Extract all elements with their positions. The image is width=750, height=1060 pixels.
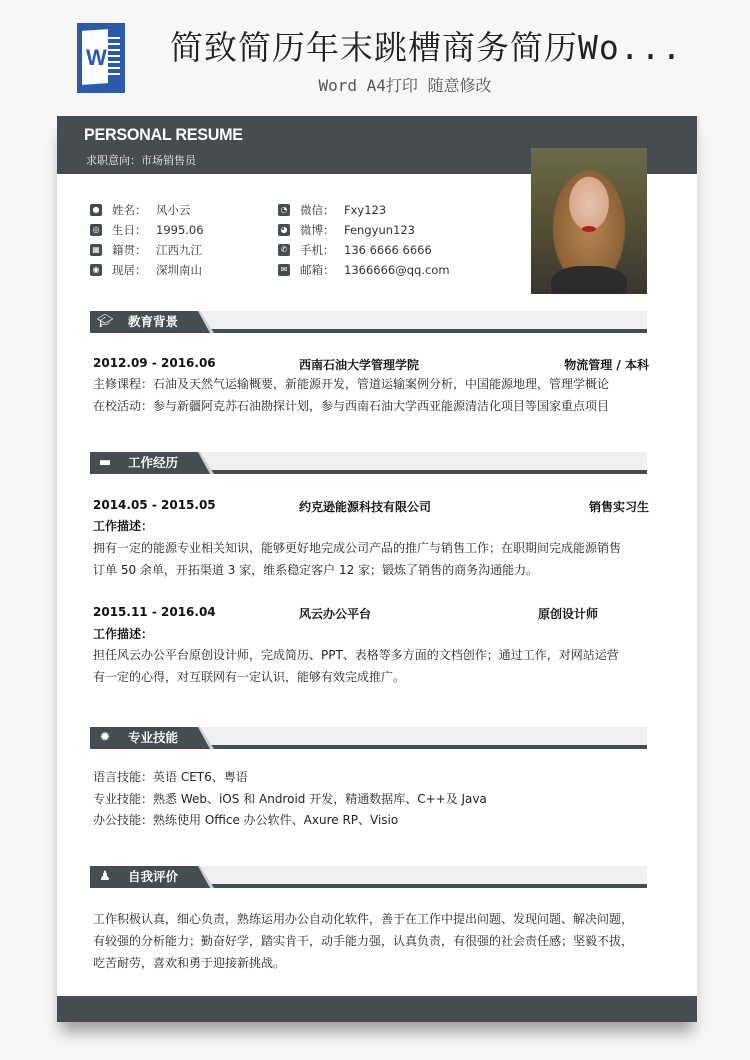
job-position: 销售实习生 [588,500,649,514]
job-row [93,605,649,623]
page-edge [697,116,700,1022]
location-icon: ◉ [90,264,102,276]
birthday-icon: ◎ [90,224,102,236]
resume-footer-bar [57,996,697,1022]
info-location: ◉ 现居： 深圳南山 [90,260,204,280]
mail-icon: ✉ [278,264,290,276]
wechat-icon: ◔ [278,204,290,216]
job-row [93,498,649,516]
portrait-photo [531,148,647,294]
person-icon: ● [90,204,102,216]
document-subtitle: Word A4打印 随意修改 [318,76,492,95]
job-period: 2015.11 - 2016.04 [93,605,216,619]
job-desc-line: 拥有一定的能源专业相关知识，能够更好地完成公司产品的推广与销售工作；在职期间完成能源销售 [93,541,622,555]
section-header-education: 🎓︎ 教育背景 [90,311,647,333]
hometown-icon: ▦ [90,244,102,256]
briefcase-icon: ▬ [98,455,112,470]
job-desc-label: 工作描述： [93,519,154,533]
info-birthday: ◎ 生日： 1995.06 [90,220,204,240]
info-hometown: ▦ 籍贯： 江西九江 [90,240,204,260]
document-title: 简致简历年末跳槽商务简历Wo... [170,28,683,67]
info-wechat: ◔ 微信： Fxy123 [278,200,450,220]
job-desc-label: 工作描述： [93,627,154,641]
education-school: 西南石油大学管理学院 [299,358,420,372]
self-eval-line: 吃苦耐劳，喜欢和勇于迎接新挑战。 [93,956,286,970]
info-email: ✉ 邮箱： 1366666@qq.com [278,260,450,280]
info-phone: ✆ 手机： 136 6666 6666 [278,240,450,260]
education-row [93,356,649,374]
skill-item: 语言技能：英语 CET6、粤语 [93,770,248,784]
section-header-skills: ✹ 专业技能 [90,727,647,749]
education-period: 2012.09 - 2016.06 [93,356,216,370]
phone-icon: ✆ [278,244,290,256]
education-activities: 在校活动：参与新疆阿克苏石油勘探计划，参与西南石油大学西亚能源清洁化项目等国家重点项目 [93,399,610,413]
section-header-work: ▬ 工作经历 [90,452,647,474]
section-header-self-eval: ♟ 自我评价 [90,866,647,888]
skill-item: 专业技能：熟悉 Web、iOS 和 Android 开发，精通数据库、C++及 Java [93,792,487,806]
job-intent: 求职意向：市场销售员 [86,154,196,167]
job-company: 风云办公平台 [299,607,372,621]
personal-info-left [90,200,204,280]
job-period: 2014.05 - 2015.05 [93,498,216,512]
gear-icon: ✹ [99,730,111,745]
job-position: 原创设计师 [538,607,599,621]
resume-page [57,116,697,1022]
info-name: ● 姓名： 风小云 [90,200,204,220]
personal-info-right [278,200,450,280]
job-desc-line: 有一定的心得，对互联网有一定认识，能够有效完成推广。 [93,670,406,684]
education-major: 物流管理 / 本科 [564,358,649,372]
skill-item: 办公技能：熟练使用 Office 办公软件、Axure RP、Visio [93,813,399,827]
self-eval-line: 工作积极认真，细心负责，熟练运用办公自动化软件，善于在工作中提出问题、发现问题、解决问题， [93,912,634,926]
job-company: 约克逊能源科技有限公司 [299,500,432,514]
word-app-icon: W [77,23,125,93]
self-eval-line: 有较强的分析能力；勤奋好学，踏实肯干，动手能力强，认真负责，有很强的社会责任感；坚毅不拔， [93,934,634,948]
education-courses: 主修课程：石油及天然气运输概要，新能源开发，管道运输案例分析，中国能源地理，管理学概论 [93,377,610,391]
info-weibo: ◕ 微博： Fengyun123 [278,220,450,240]
resume-title: PERSONAL RESUME [84,125,243,144]
graduation-cap-icon: 🎓︎ [96,314,114,329]
weibo-icon: ◕ [278,224,290,236]
job-desc-line: 担任风云办公平台原创设计师，完成简历、PPT、表格等多方面的文档创作；通过工作，对网站运营 [93,648,619,662]
preview-banner [0,0,750,108]
job-desc-line: 订单 50 余单，开拓渠道 3 家，维系稳定客户 12 家；锻炼了销售的商务沟通能力。 [93,563,539,577]
person-tie-icon: ♟ [99,869,111,884]
